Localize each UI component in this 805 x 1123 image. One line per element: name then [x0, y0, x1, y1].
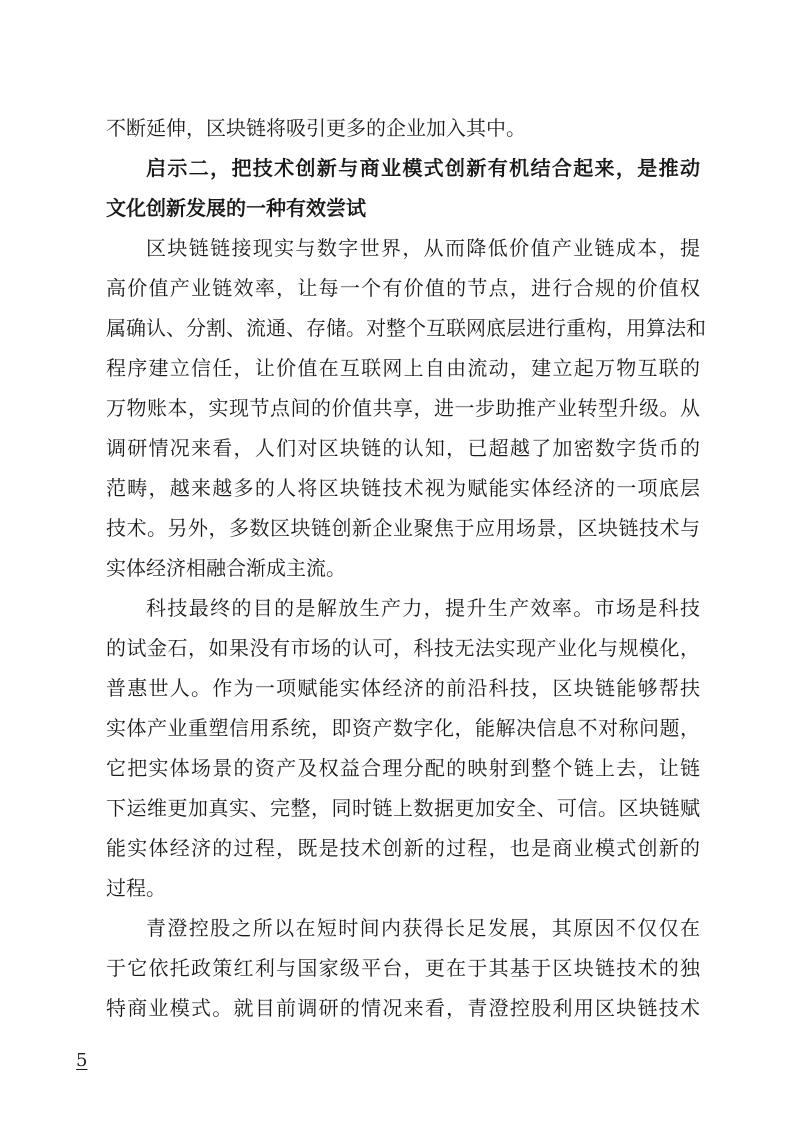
text-line: 科技最终的目的是解放生产力，提升生产效率。市场是科技: [146, 596, 700, 620]
section-heading-line: 文化创新发展的一种有效尝试: [106, 196, 366, 220]
text-line: 过程。: [106, 876, 166, 900]
text-line: 不断延伸，区块链将吸引更多的企业加入其中。: [106, 116, 526, 140]
text-line: 属确认、分割、流通、存储。对整个互联网底层进行重构，用算法和: [106, 316, 706, 340]
text-line: 于它依托政策红利与国家级平台，更在于其基于区块链技术的独: [106, 956, 700, 980]
text-line: 程序建立信任，让价值在互联网上自由流动，建立起万物互联的: [106, 356, 700, 380]
text-line: 普惠世人。作为一项赋能实体经济的前沿科技，区块链能够帮扶: [106, 676, 700, 700]
text-line: 区块链链接现实与数字世界，从而降低价值产业链成本，提: [146, 236, 700, 260]
section-heading-line: 启示二，把技术创新与商业模式创新有机结合起来，是推动: [146, 156, 700, 180]
text-line: 实体经济相融合渐成主流。: [106, 556, 346, 580]
text-line: 青澄控股之所以在短时间内获得长足发展，其原因不仅仅在: [146, 916, 700, 940]
text-line: 高价值产业链效率，让每一个有价值的节点，进行合规的价值权: [106, 276, 700, 300]
text-line: 实体产业重塑信用系统，即资产数字化，能解决信息不对称问题，: [106, 716, 700, 740]
page-number: 5: [76, 1050, 88, 1071]
text-line: 调研情况来看，人们对区块链的认知，已超越了加密数字货币的: [106, 436, 700, 460]
text-line: 万物账本，实现节点间的价值共享，进一步助推产业转型升级。从: [106, 396, 700, 420]
text-line: 的试金石，如果没有市场的认可，科技无法实现产业化与规模化，: [106, 636, 700, 660]
text-line: 特商业模式。就目前调研的情况来看，青澄控股利用区块链技术: [106, 996, 700, 1020]
text-line: 范畴，越来越多的人将区块链技术视为赋能实体经济的一项底层: [106, 476, 700, 500]
text-line: 能实体经济的过程，既是技术创新的过程，也是商业模式创新的: [106, 836, 700, 860]
text-line: 它把实体场景的资产及权益合理分配的映射到整个链上去，让链: [106, 756, 700, 780]
text-line: 下运维更加真实、完整，同时链上数据更加安全、可信。区块链赋: [106, 796, 700, 820]
text-line: 技术。另外，多数区块链创新企业聚焦于应用场景，区块链技术与: [106, 516, 700, 540]
